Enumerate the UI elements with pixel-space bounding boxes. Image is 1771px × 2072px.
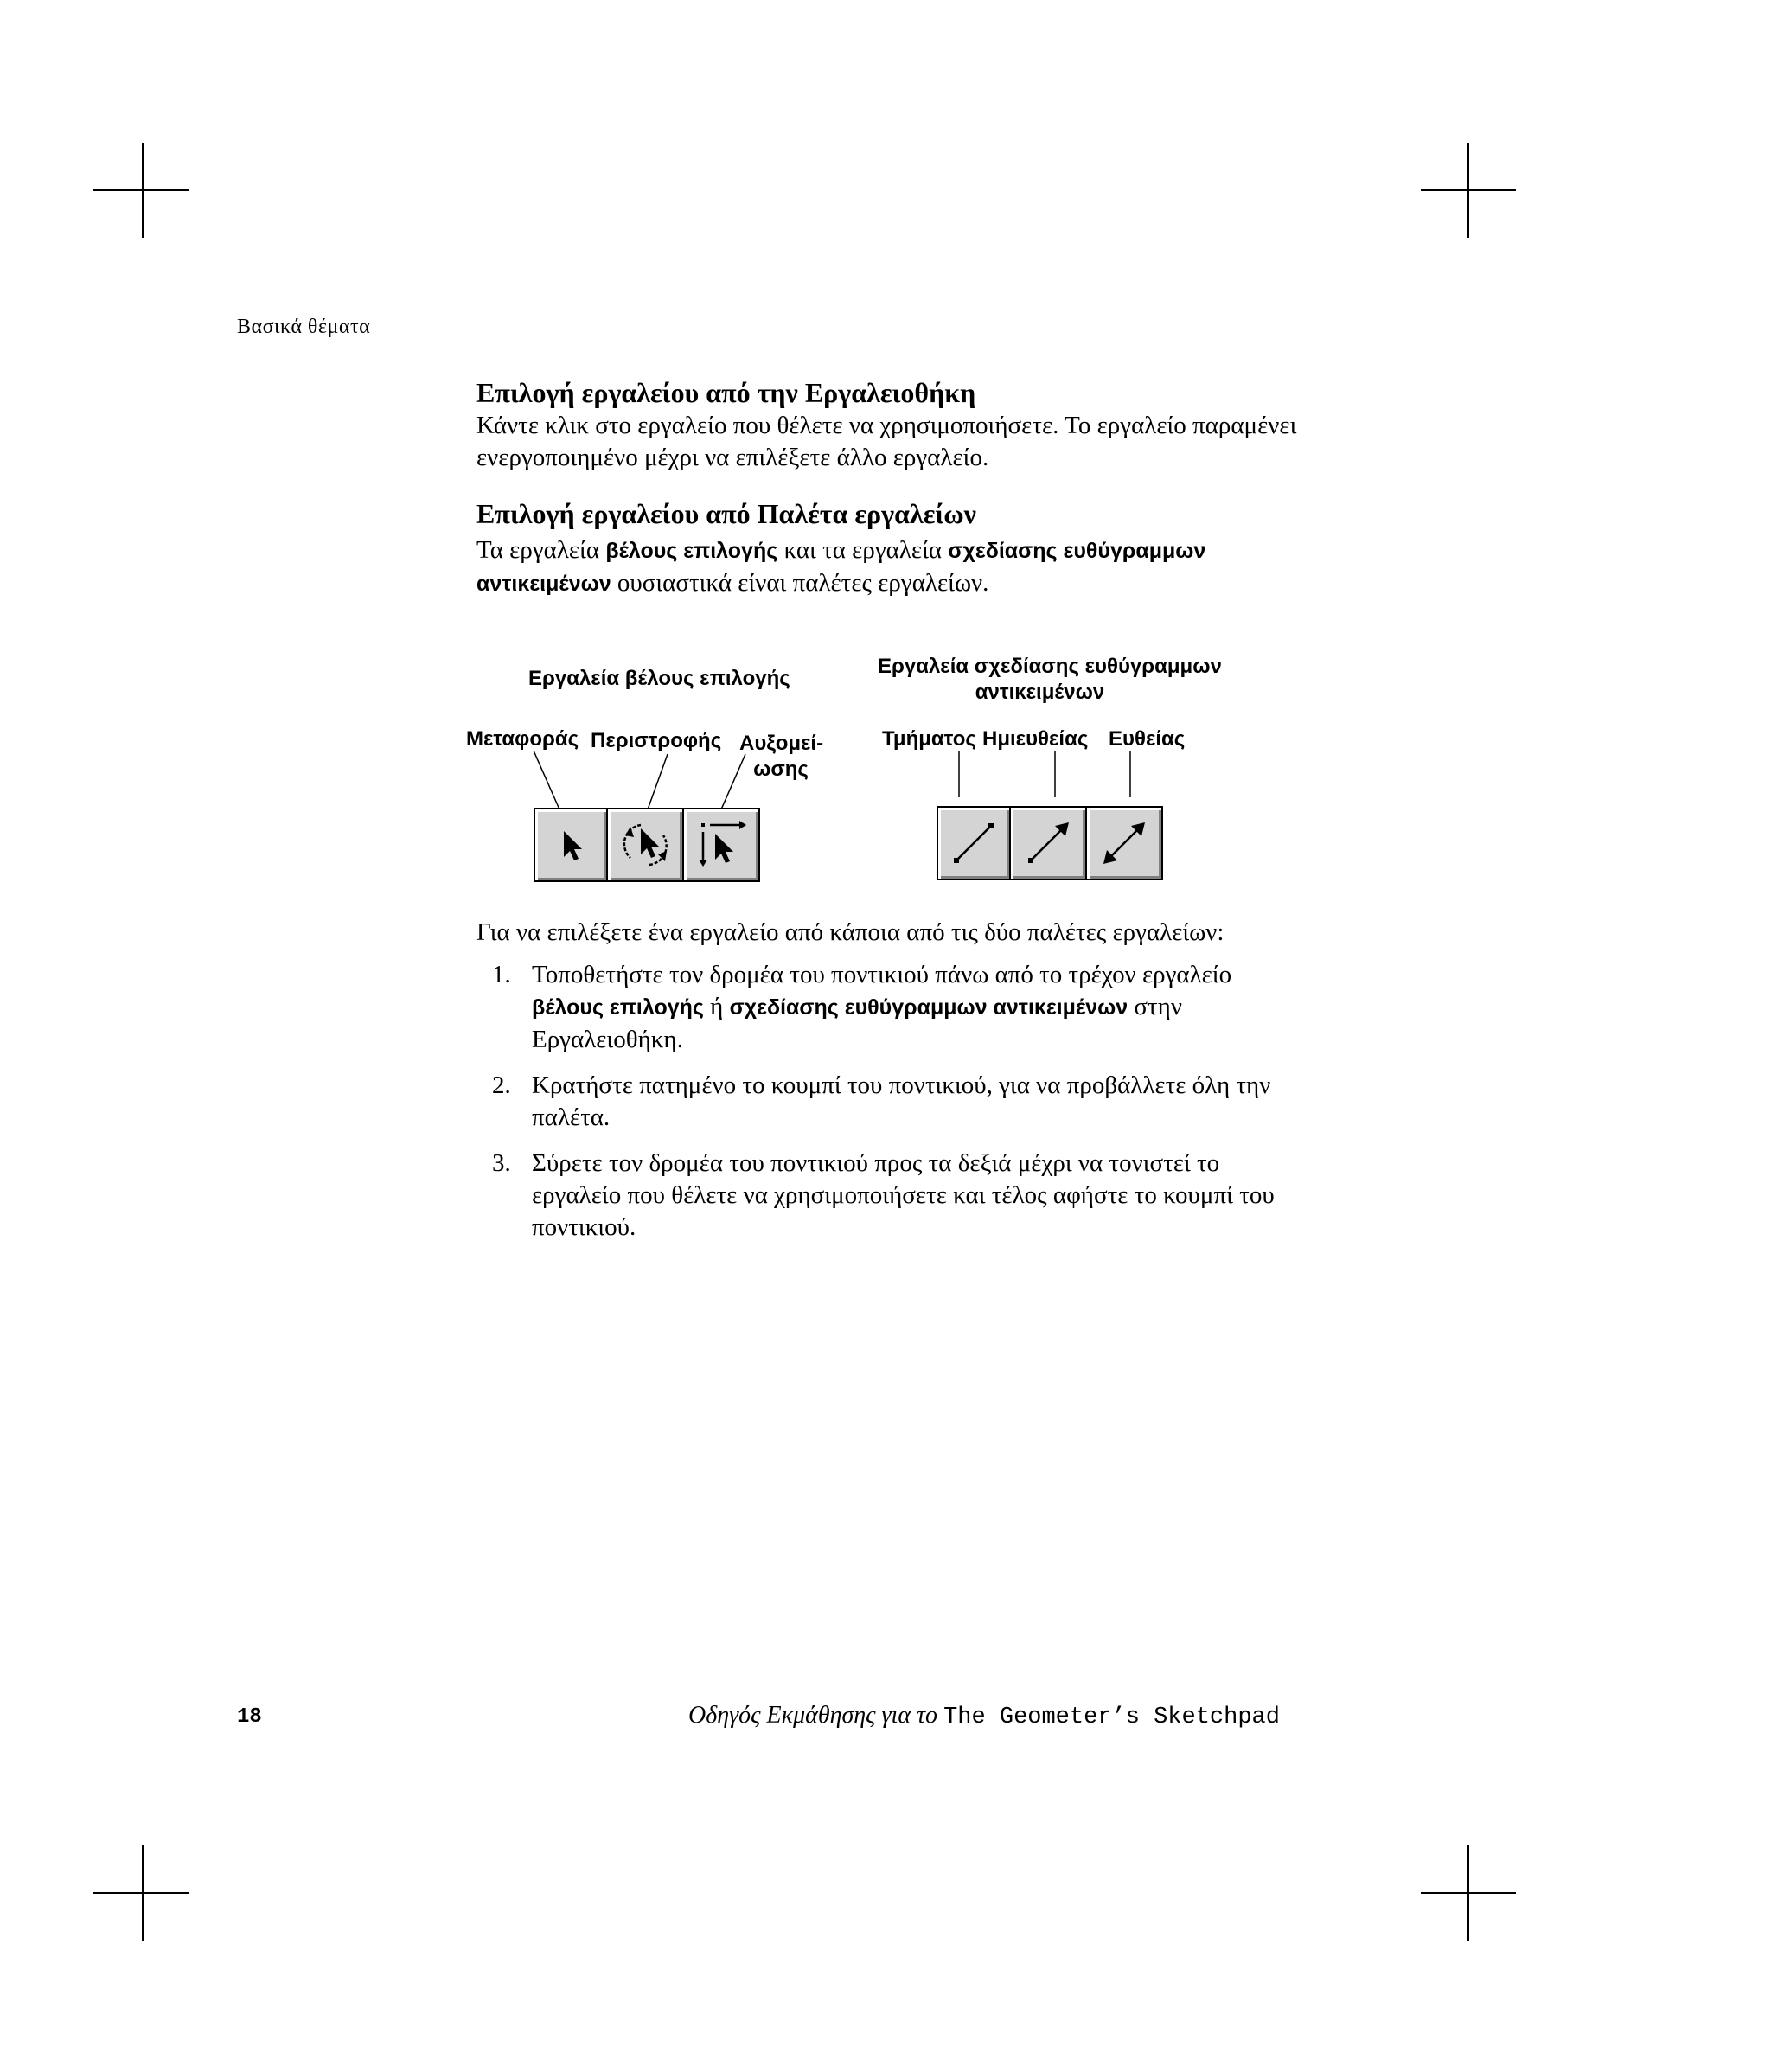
leader-line <box>648 754 668 809</box>
label-line: Ευθείας <box>1109 727 1186 751</box>
label-segment: Τμήματος <box>882 727 976 751</box>
list-item <box>476 1070 1307 1134</box>
step-text: Κρατήστε πατημένο το κουμπί του ποντικιού, για να προβάλλετε όλη την παλέτα. <box>532 1071 1271 1131</box>
list-item <box>476 1148 1307 1244</box>
ray-icon <box>1020 815 1076 871</box>
rotate-tool-button[interactable] <box>608 808 684 882</box>
body-text: και τα εργαλεία <box>777 536 949 564</box>
running-head: Βασικά θέματα <box>237 316 371 338</box>
footer-title-product: The Geometer’s Sketchpad <box>943 1704 1280 1730</box>
section-heading: Επιλογή εργαλείου από Παλέτα εργαλείων <box>476 498 976 529</box>
label-line: Αυξομεί- <box>739 732 824 755</box>
crop-mark <box>93 1892 189 1894</box>
term-selection-arrow: βέλους επιλογής <box>605 539 778 563</box>
step-text: Σύρετε τον δρομέα του ποντικιού προς τα δεξιά μέχρι να τονιστεί το εργαλείο που θέλετε να χρησιμοποιήσετε και τέλος αφήστε το κουμπί του ποντικιού. <box>532 1149 1275 1241</box>
footer-title-italic: Οδηγός Εκμάθησης για το <box>688 1702 944 1729</box>
step-text: ή <box>703 993 730 1020</box>
term-selection-arrow: βέλους επιλογής <box>532 995 704 1020</box>
term-straightedge: σχεδίασης ευθύγραμμων αντικειμένων <box>729 995 1128 1020</box>
crop-mark <box>142 1845 144 1941</box>
step-text: Τοποθετήστε τον δρομέα του ποντικιού πάνω από το τρέχον εργαλείο <box>532 961 1232 988</box>
page-number: 18 <box>237 1705 262 1729</box>
segment-tool-button[interactable] <box>937 806 1011 880</box>
step-number: 3. <box>492 1149 511 1177</box>
body-text: Τα εργαλεία <box>476 536 606 564</box>
section-body: Κάντε κλικ στο εργαλείο που θέλετε να χρησιμοποιήσετε. Το εργαλείο παραμένει ενεργοποιημένο μέχρι να επιλέξετε άλλο εργαλείο. <box>476 412 1297 471</box>
list-item <box>476 959 1307 1056</box>
step-number: 1. <box>492 961 511 988</box>
footer-book-title <box>688 1702 1280 1730</box>
crop-mark <box>1467 1845 1469 1941</box>
dilate-tool-button[interactable] <box>684 808 760 882</box>
segment-icon <box>946 815 1001 871</box>
arrow-pointer-icon <box>545 819 597 871</box>
procedure-intro: Για να επιλέξετε ένα εργαλείο από κάποια από τις δύο παλέτες εργαλείων: <box>476 918 1224 946</box>
dilate-arrow-icon <box>691 815 751 875</box>
section-heading: Επιλογή εργαλείου από την Εργαλειοθήκη <box>476 377 976 408</box>
step-number: 2. <box>492 1071 511 1099</box>
leader-line <box>721 754 745 809</box>
line-tool-button[interactable] <box>1087 806 1163 880</box>
step-text: στην Εργαλειοθήκη. <box>532 993 1182 1053</box>
selection-palette-title: Εργαλεία βέλους επιλογής <box>528 667 790 690</box>
selection-arrow-palette <box>534 808 760 882</box>
translate-tool-button[interactable] <box>534 808 608 882</box>
body-text: ουσιαστικά είναι παλέτες εργαλείων. <box>611 569 989 597</box>
label-line: ωσης <box>753 758 809 781</box>
leader-line <box>534 751 559 809</box>
rotate-arrow-icon <box>615 815 675 875</box>
label-ray: Ημιευθείας <box>982 727 1089 751</box>
ray-tool-button[interactable] <box>1011 806 1087 880</box>
title-line: Εργαλεία σχεδίασης ευθύγραμμων <box>878 655 1222 678</box>
label-translate: Μεταφοράς <box>466 727 579 751</box>
label-rotate: Περιστροφής <box>591 729 722 752</box>
title-line: αντικειμένων <box>975 681 1105 704</box>
steps-list <box>476 959 1307 1244</box>
term-straightedge: σχεδίασης ευθύγραμμων αντικειμένων <box>476 539 1206 596</box>
line-icon <box>1096 815 1152 871</box>
leader-lines <box>0 0 1771 951</box>
procedure <box>476 917 1307 1257</box>
straightedge-palette <box>937 806 1163 880</box>
